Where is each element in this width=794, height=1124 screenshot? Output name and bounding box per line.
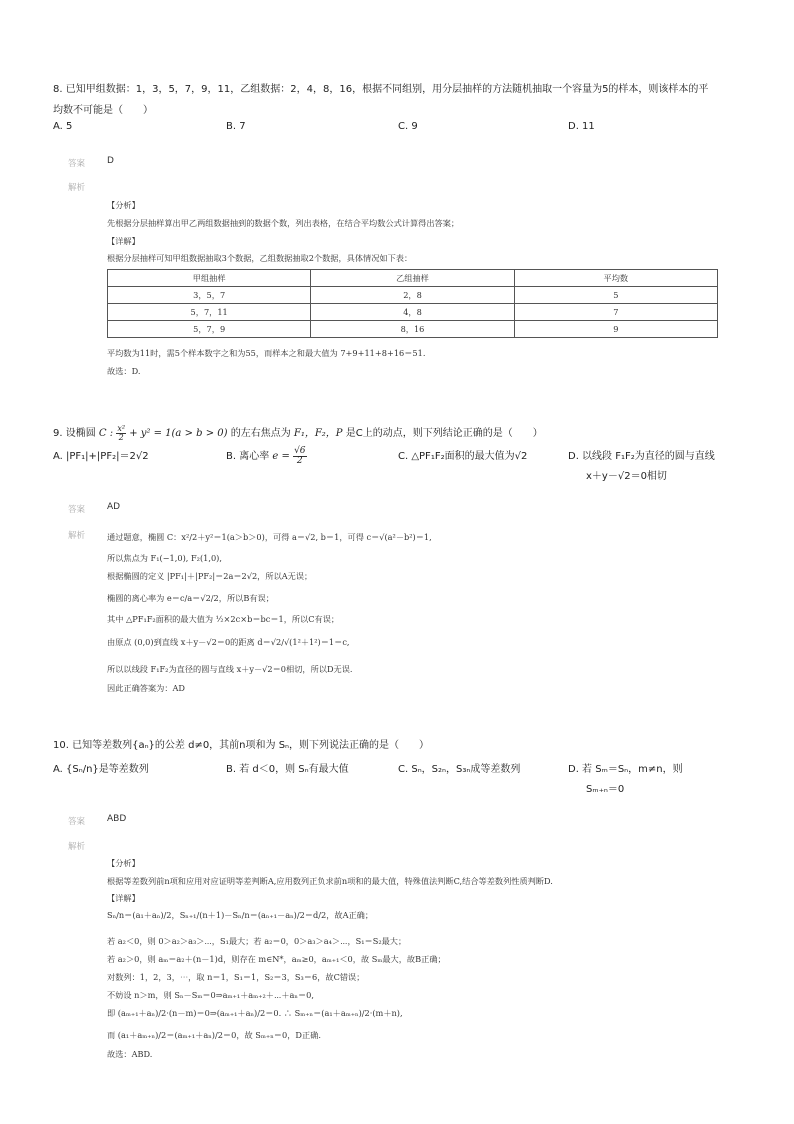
q9-answer-tag: 答案	[68, 505, 86, 515]
q9-stem-pre: 9. 设椭圆	[53, 428, 96, 439]
table-cell: 3，5，7	[108, 287, 311, 304]
q8-sol-analysis-text: 先根据分层抽样算出甲乙两组数据抽到的数据个数，列出表格，在结合平均数公式计算得出答案；	[107, 218, 460, 228]
table-cell: 5，7，11	[108, 304, 311, 321]
q9-stem-end: 是C上的动点，则下列结论正确的是（ ）	[345, 428, 543, 439]
q9-sol-line5: 其中 △PF₁F₂面积的最大值为 ½×2c×b＝bc＝1，所以C有误；	[107, 614, 340, 624]
q10-sol-line-d3: 而 (a₁＋aₘ₊ₙ)/2＝(aₘ₊₁＋aₙ)/2＝0，故 Sₘ₊ₙ＝0，D正确.	[107, 1030, 321, 1040]
table-cell: 2，8	[311, 287, 514, 304]
q9-option-d-line1: D. 以线段 F₁F₂为直径的圆与直线	[568, 451, 715, 462]
q10-answer: ABD	[107, 814, 127, 824]
q10-sol-line-d2: 即 (aₘ₊₁＋aₙ)/2·(n－m)＝0⇒(aₘ₊₁＋aₙ)/2＝0. ∴ Sₘ₊ₙ＝(a₁＋aₘ₊ₙ)/2·(m＋n),	[107, 1008, 403, 1018]
q10-option-a: A. {Sₙ/n}是等差数列	[53, 764, 149, 775]
table-cell: 4，8	[311, 304, 514, 321]
q8-sol-mean-text: 平均数为11时，需5个样本数字之和为55，而样本之和最大值为 7+9+11+8+16＝51.	[107, 348, 426, 358]
q8-sol-choice: 故选：D.	[107, 366, 141, 376]
q9-ellipse-equation: C : $\frac{\text{x²}}{2}$ + y² = 1(a > b > 0)	[98, 424, 228, 442]
q10-stem: 10. 已知等差数列{aₙ}的公差 d≠0，其前n项和为 Sₙ，则下列说法正确的是（ ）	[53, 740, 430, 751]
q8-option-b: B. 7	[226, 121, 246, 132]
q10-option-c: C. Sₙ，S₂ₙ，S₃ₙ成等差数列	[398, 764, 521, 775]
q9-foci: F₁，F₂，P	[293, 428, 343, 439]
q9-option-a: A. |PF₁|+|PF₂|＝2√2	[53, 451, 149, 462]
table-cell: 8，16	[311, 321, 514, 338]
table-header-cell: 乙组抽样	[311, 270, 514, 287]
table-cell: 7	[514, 304, 717, 321]
q10-sol-analysis-text: 根据等差数列前n项和应用对应证明等差判断A,应用数列正负求前n项和的最大值，特殊值法判断C,结合等差数列性质判断D.	[107, 876, 553, 886]
q8-stem-line2: 均数不可能是（ ）	[53, 105, 153, 116]
q8-option-a: A. 5	[53, 121, 73, 132]
table-row	[108, 287, 718, 304]
table-cell: 9	[514, 321, 717, 338]
q9-stem	[53, 424, 543, 442]
q9-sol-line2: 所以焦点为 F₁(−1,0), F₂(1,0),	[107, 553, 222, 563]
q9-option-b-label: B. 离心率	[226, 451, 270, 462]
table-cell: 5	[514, 287, 717, 304]
q10-sol-line-c: 对数列：1，2，3，⋯，取 n＝1，S₁＝1，S₂＝3，S₃＝6，故C错误；	[107, 972, 365, 982]
q8-analysis-tag: 解析	[68, 183, 86, 193]
q10-analysis-tag: 解析	[68, 842, 86, 852]
q10-sol-analysis-head: 【分析】	[107, 858, 140, 868]
q10-sol-line-b1: 若 a₂＜0，则 0＞a₂＞a₃＞⋯，S₁最大；若 a₂＝0，0＞a₃＞a₄＞⋯，S₁＝S₂最大；	[107, 936, 407, 946]
q9-option-d-line2: x＋y－√2＝0相切	[586, 471, 667, 482]
q8-option-c: C. 9	[398, 121, 418, 132]
q9-sol-line3: 根据椭圆的定义 |PF₁|＋|PF₂|＝2a＝2√2，所以A无误；	[107, 571, 313, 581]
q8-answer-tag: 答案	[68, 159, 86, 169]
q9-option-c: C. △PF₁F₂面积的最大值为√2	[398, 451, 528, 462]
q9-analysis-tag: 解析	[68, 531, 86, 541]
table-header-cell: 甲组抽样	[108, 270, 311, 287]
q9-sol-line7: 所以以线段 F₁F₂为直径的圆与直线 x＋y－√2＝0相切，所以D无误.	[107, 664, 353, 674]
q9-option-b-formula: e = $\frac{√6}{2}$	[272, 446, 306, 466]
q9-sol-line4: 椭圆的离心率为 e＝c/a＝√2/2，所以B有误；	[107, 593, 274, 603]
q10-sol-line-d1: 不妨设 n＞m，则 Sₙ－Sₘ＝0⇒aₘ₊₁＋aₘ₊₂＋⋯＋aₙ＝0,	[107, 990, 314, 1000]
q9-sol-line6: 由原点 (0,0)到直线 x＋y－√2＝0的距离 d＝√2/√(1²＋1²)＝1＝c,	[107, 637, 350, 647]
q9-sol-line1: 通过题意，椭圆 C：x²/2＋y²＝1(a＞b＞0)，可得 a＝√2, b＝1，可得 c＝√(a²－b²)＝1,	[107, 532, 432, 542]
q8-sol-analysis-head: 【分析】	[107, 200, 140, 210]
q8-option-d: D. 11	[568, 121, 595, 132]
q10-option-b: B. 若 d＜0，则 Sₙ有最大值	[226, 764, 349, 775]
table-row	[108, 321, 718, 338]
table-cell: 5，7，9	[108, 321, 311, 338]
q8-stem-line1: 8. 已知甲组数据：1，3，5，7，9，11，乙组数据：2，4，8，16，根据不同组别，用分层抽样的方法随机抽取一个容量为5的样本，则该样本的平	[53, 84, 709, 95]
q8-sampling-table	[107, 269, 718, 338]
q9-option-b	[226, 447, 307, 466]
table-header-row	[108, 270, 718, 287]
q10-answer-tag: 答案	[68, 817, 86, 827]
table-header-cell: 平均数	[514, 270, 717, 287]
q9-answer: AD	[107, 502, 121, 512]
q10-sol-choice: 故选：ABD.	[107, 1049, 153, 1059]
q10-sol-line-a: Sₙ/n＝(a₁＋aₙ)/2，Sₙ₊₁/(n＋1)－Sₙ/n＝(aₙ₊₁－aₙ)/2＝d/2，故A正确；	[107, 910, 374, 920]
q10-sol-detail-head: 【详解】	[107, 893, 140, 903]
q8-sol-detail-head: 【详解】	[107, 236, 140, 246]
q10-sol-line-b2: 若 a₂＞0，则 aₘ＝a₂＋(n－1)d，则存在 m∈N*，aₘ≥0，aₘ₊₁＜0，故 Sₘ最大，故B正确；	[107, 954, 446, 964]
q9-stem-post: 的左右焦点为	[230, 428, 291, 439]
q8-answer: D	[107, 156, 114, 166]
q10-option-d-line1: D. 若 Sₘ＝Sₙ，m≠n，则	[568, 764, 683, 775]
q8-sol-detail-text: 根据分层抽样可知甲组数据抽取3个数据，乙组数据抽取2个数据，具体情况如下表：	[107, 253, 413, 263]
table-row	[108, 304, 718, 321]
q10-option-d-line2: Sₘ₊ₙ＝0	[586, 784, 625, 795]
q9-sol-line8: 因此正确答案为：AD	[107, 683, 185, 693]
